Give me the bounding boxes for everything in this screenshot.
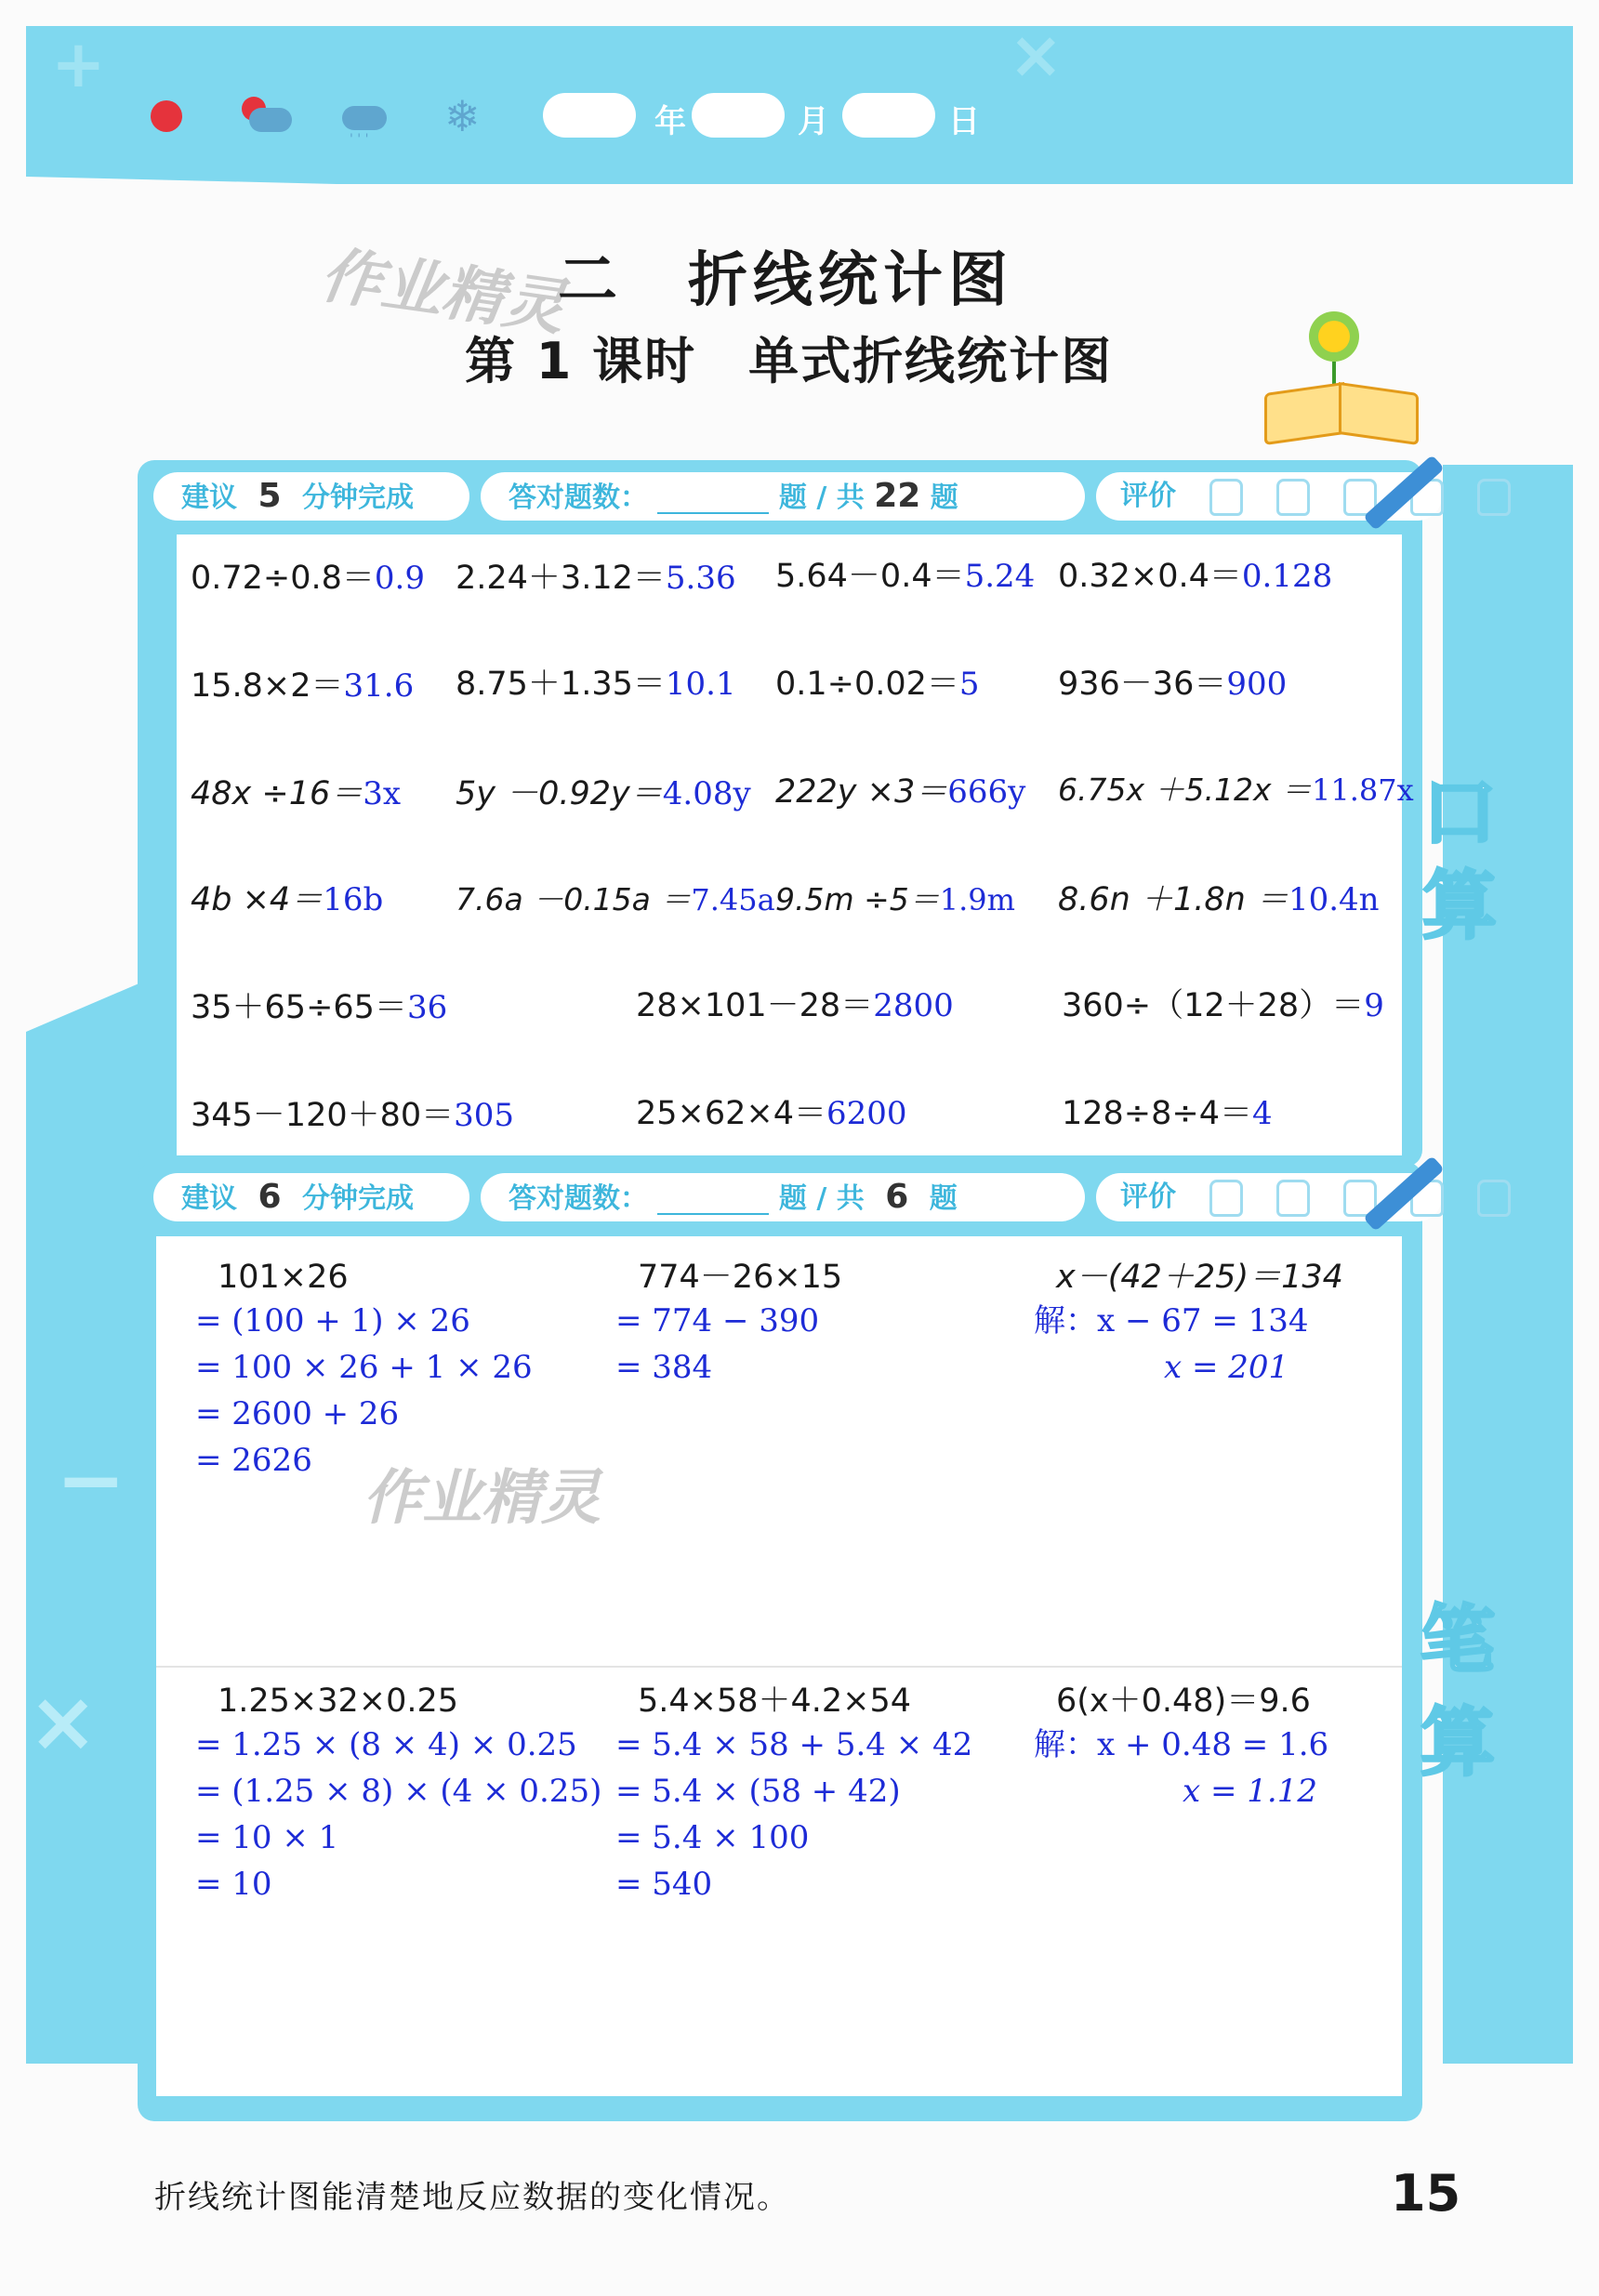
oral-answer: 5.24 xyxy=(964,558,1036,595)
written-problem xyxy=(1034,1681,1328,1814)
score-pill xyxy=(481,1173,1085,1221)
oral-item: 25×62×4＝6200 xyxy=(636,1095,907,1132)
correct-count-field[interactable] xyxy=(657,484,769,514)
oral-item: 8.6n ＋1.8n ＝10.4n xyxy=(1058,881,1380,918)
oral-answer: 4.08y xyxy=(662,775,751,812)
oral-item: 222y ×3＝666y xyxy=(775,773,1026,811)
written-problem xyxy=(615,1681,972,1907)
minus-deco-icon: − xyxy=(56,1432,126,1529)
oral-answer: 900 xyxy=(1226,666,1288,703)
solution-step: = 5.4 × (58 + 42) xyxy=(615,1773,901,1810)
solution-step: = 10 × 1 xyxy=(195,1819,339,1856)
written-problem xyxy=(1034,1257,1343,1391)
rain-cloud-icon[interactable]: ' ' ' xyxy=(337,104,392,141)
suggest-label: 建议 xyxy=(181,482,237,514)
oral-item: 5y －0.92y＝4.08y xyxy=(456,775,751,812)
solution-step: = (1.25 × 8) × (4 × 0.25) xyxy=(195,1773,602,1810)
written-info-bar xyxy=(153,1173,1455,1225)
solution-step: = 5.4 × 100 xyxy=(615,1819,810,1856)
thumb-icon[interactable] xyxy=(1477,1180,1511,1217)
correct-count-label: 答对题数： xyxy=(509,482,648,514)
solution-step: 解：x − 67 = 134 xyxy=(1034,1302,1309,1339)
oral-item: 28×101－28＝2800 xyxy=(636,987,954,1024)
plus-deco-icon: + xyxy=(51,26,106,102)
oral-answer: 5 xyxy=(958,666,980,703)
side-label-suan-2: 算 xyxy=(1421,1699,1495,1786)
year-label: 年 xyxy=(654,103,686,140)
correct-count-label: 答对题数： xyxy=(509,1182,648,1215)
side-label-kou: 口 xyxy=(1422,770,1497,856)
day-field[interactable] xyxy=(842,93,935,138)
problem-question: 774－26×15 xyxy=(638,1259,843,1296)
suggest-pill xyxy=(153,1173,469,1221)
oral-calc-area xyxy=(177,534,1402,1155)
oral-answer: 5.36 xyxy=(665,560,736,597)
oral-answer: 10.4n xyxy=(1288,881,1380,918)
oral-item: 0.32×0.4＝0.128 xyxy=(1058,558,1333,595)
open-book-flower-icon xyxy=(1255,311,1432,451)
oral-info-bar xyxy=(153,472,1455,524)
problem-question: 101×26 xyxy=(218,1259,349,1296)
oral-answer: 6200 xyxy=(826,1095,907,1132)
lesson-title: 第 1 课时 单式折线统计图 xyxy=(465,332,1114,390)
solution-step: x = 201 xyxy=(1164,1349,1289,1386)
solution-step: = 2600 + 26 xyxy=(195,1395,400,1432)
written-problem xyxy=(195,1681,601,1907)
oral-item: 128÷8÷4＝4 xyxy=(1062,1095,1273,1132)
oral-answer: 7.45a xyxy=(691,882,775,917)
sun-icon[interactable] xyxy=(151,100,182,132)
problem-question: x－(42＋25)＝134 xyxy=(1056,1259,1343,1296)
thumb-icon[interactable] xyxy=(1477,479,1511,516)
score-pill xyxy=(481,472,1085,521)
oral-item: 360÷（12＋28）＝9 xyxy=(1062,987,1384,1024)
oral-answer: 0.128 xyxy=(1241,558,1333,595)
oral-item: 48x ÷16＝3x xyxy=(191,775,402,812)
total-count: 22 xyxy=(874,477,921,515)
thumb-icon[interactable] xyxy=(1276,1180,1310,1217)
times-deco-icon-2: × xyxy=(28,1673,99,1771)
oral-item: 0.1÷0.02＝5 xyxy=(775,666,980,703)
suggest-minutes: 5 xyxy=(258,477,282,515)
problem-question: 5.4×58＋4.2×54 xyxy=(638,1682,912,1720)
oral-item: 9.5m ÷5＝1.9m xyxy=(775,881,1015,917)
thumb-icon[interactable] xyxy=(1276,479,1310,516)
watermark-mid: 作业精灵 xyxy=(363,1464,601,1533)
total-suffix: 题 xyxy=(929,1182,958,1215)
oral-answer: 10.1 xyxy=(665,666,736,703)
footer-note: 折线统计图能清楚地反应数据的变化情况。 xyxy=(154,2179,790,2216)
solution-step: 解：x + 0.48 = 1.6 xyxy=(1034,1726,1329,1763)
solution-step: = 100 × 26 + 1 × 26 xyxy=(195,1349,533,1386)
solution-step: = 540 xyxy=(615,1866,713,1903)
solution-step: = 774 − 390 xyxy=(615,1302,820,1339)
written-divider xyxy=(156,1666,1402,1668)
oral-answer: 2800 xyxy=(873,987,954,1024)
suggest-pill xyxy=(153,472,469,521)
oral-item: 936－36＝900 xyxy=(1058,666,1288,703)
oral-item: 6.75x ＋5.12x ＝11.87x xyxy=(1058,772,1414,808)
oral-item: 15.8×2＝31.6 xyxy=(191,667,415,705)
oral-answer: 11.87x xyxy=(1312,772,1414,808)
total-suffix: 题 xyxy=(930,482,958,514)
total-prefix: 题 / 共 xyxy=(778,1182,865,1215)
solution-step: = 10 xyxy=(195,1866,272,1903)
oral-item: 0.72÷0.8＝0.9 xyxy=(191,560,425,597)
oral-answer: 36 xyxy=(406,989,448,1026)
thumb-icon[interactable] xyxy=(1209,479,1243,516)
oral-answer: 0.9 xyxy=(374,560,425,597)
oral-item: 2.24＋3.12＝5.36 xyxy=(456,560,736,597)
solution-step: = 5.4 × 58 + 5.4 × 42 xyxy=(615,1726,973,1763)
solution-step: = 1.25 × (8 × 4) × 0.25 xyxy=(195,1726,577,1763)
chapter-title: 二 折线统计图 xyxy=(558,246,1013,315)
month-label: 月 xyxy=(798,103,829,140)
oral-answer: 4 xyxy=(1252,1095,1273,1132)
oral-item: 345－120＋80＝305 xyxy=(191,1097,515,1134)
oral-answer: 16b xyxy=(323,881,384,918)
oral-answer: 31.6 xyxy=(343,667,415,705)
solution-step: = (100 + 1) × 26 xyxy=(195,1302,470,1339)
suggest-minutes: 6 xyxy=(258,1178,282,1216)
thumb-icon[interactable] xyxy=(1209,1180,1243,1217)
written-problem xyxy=(195,1257,533,1484)
oral-answer: 1.9m xyxy=(939,882,1015,917)
oral-item: 7.6a －0.15a ＝7.45a xyxy=(456,881,775,917)
problem-question: 6(x＋0.48)＝9.6 xyxy=(1056,1682,1311,1720)
partly-cloudy-icon[interactable] xyxy=(240,97,296,136)
total-count: 6 xyxy=(885,1178,909,1216)
month-field[interactable] xyxy=(692,93,785,138)
year-field[interactable] xyxy=(543,93,636,138)
eval-label: 评价 xyxy=(1120,480,1176,512)
problem-question: 1.25×32×0.25 xyxy=(218,1682,459,1720)
day-label: 日 xyxy=(948,103,980,140)
page-number: 15 xyxy=(1391,2164,1461,2223)
solution-step: = 2626 xyxy=(195,1442,312,1479)
times-deco-icon: × xyxy=(1009,17,1064,93)
oral-item: 5.64－0.4＝5.24 xyxy=(775,558,1036,595)
oral-answer: 3x xyxy=(363,775,402,812)
eval-label: 评价 xyxy=(1120,1181,1176,1213)
suggest-suffix: 分钟完成 xyxy=(301,1182,414,1215)
oral-item: 4b ×4＝16b xyxy=(191,881,384,918)
written-problem xyxy=(615,1257,842,1391)
watermark-top: 作业精灵 xyxy=(316,238,570,344)
solution-step: = 384 xyxy=(615,1349,713,1386)
total-prefix: 题 / 共 xyxy=(778,482,865,514)
oral-answer: 305 xyxy=(454,1097,515,1134)
suggest-label: 建议 xyxy=(181,1182,237,1215)
side-label-suan: 算 xyxy=(1422,863,1497,949)
suggest-suffix: 分钟完成 xyxy=(301,482,414,514)
snowflake-icon[interactable]: ❄ xyxy=(444,91,481,141)
oral-answer: 9 xyxy=(1364,987,1384,1024)
oral-item: 35＋65÷65＝36 xyxy=(191,989,448,1026)
solution-step: x = 1.12 xyxy=(1183,1773,1317,1810)
correct-count-field[interactable] xyxy=(657,1185,769,1215)
side-label-bi: 笔 xyxy=(1421,1597,1495,1683)
oral-answer: 666y xyxy=(947,773,1026,811)
right-side-band xyxy=(1443,465,1573,2064)
oral-item: 8.75＋1.35＝10.1 xyxy=(456,666,736,703)
